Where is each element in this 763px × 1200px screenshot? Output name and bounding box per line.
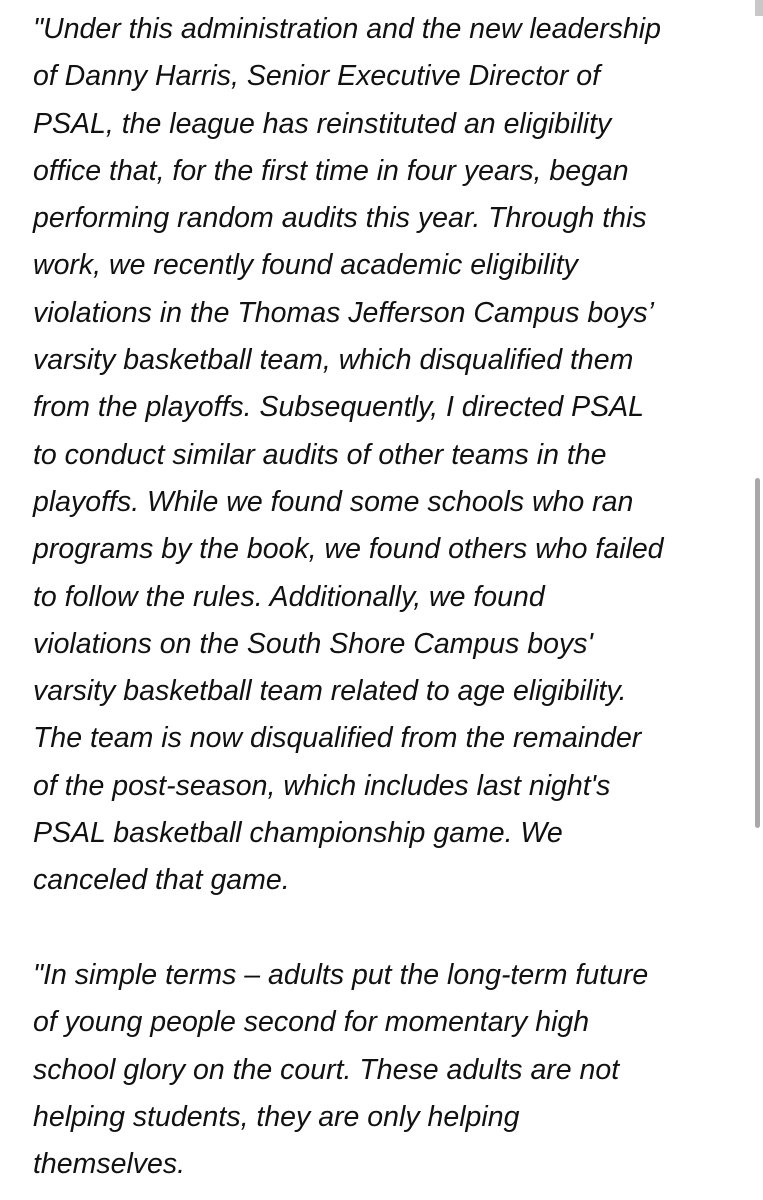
paragraph-spacer bbox=[33, 905, 733, 952]
text-line: The team is now disqualified from the remainder bbox=[33, 722, 642, 755]
vertical-scrollbar[interactable] bbox=[755, 478, 760, 828]
text-line: violations on the South Shore Campus boys' bbox=[33, 627, 593, 660]
text-line: PSAL basketball championship game. We bbox=[33, 817, 563, 850]
text-line: canceled that game. bbox=[33, 864, 290, 897]
article-body bbox=[33, 6, 733, 1188]
text-line: helping students, they are only helping bbox=[33, 1100, 520, 1133]
text-line: performing random audits this year. Through this bbox=[33, 202, 647, 235]
text-line: violations in the Thomas Jefferson Campus boys’ bbox=[33, 296, 654, 329]
text-line: work, we recently found academic eligibility bbox=[33, 249, 578, 282]
window-edge bbox=[755, 0, 763, 16]
text-line: varsity basketball team related to age eligibility. bbox=[33, 675, 627, 708]
text-line: to follow the rules. Additionally, we found bbox=[33, 580, 545, 613]
text-line: of young people second for momentary high bbox=[33, 1006, 590, 1039]
text-line: of Danny Harris, Senior Executive Director of bbox=[33, 60, 601, 93]
text-line: programs by the book, we found others who failed bbox=[33, 533, 664, 566]
text-line: varsity basketball team, which disqualified them bbox=[33, 344, 634, 377]
quote-paragraph-2 bbox=[33, 952, 733, 1188]
text-line: school glory on the court. These adults are not bbox=[33, 1053, 620, 1086]
quote-paragraph-1 bbox=[33, 6, 733, 905]
text-line: PSAL, the league has reinstituted an eligibility bbox=[33, 107, 612, 140]
text-line: to conduct similar audits of other teams in the bbox=[33, 438, 607, 471]
text-line: playoffs. While we found some schools who ran bbox=[33, 485, 634, 518]
text-line: office that, for the first time in four years, began bbox=[33, 154, 629, 187]
text-line: of the post-season, which includes last night's bbox=[33, 769, 611, 802]
text-line: themselves. bbox=[33, 1148, 186, 1181]
text-line: from the playoffs. Subsequently, I directed PSAL bbox=[33, 391, 644, 424]
text-line: "In simple terms – adults put the long-term future bbox=[33, 958, 649, 991]
text-line: "Under this administration and the new leadership bbox=[33, 13, 661, 45]
